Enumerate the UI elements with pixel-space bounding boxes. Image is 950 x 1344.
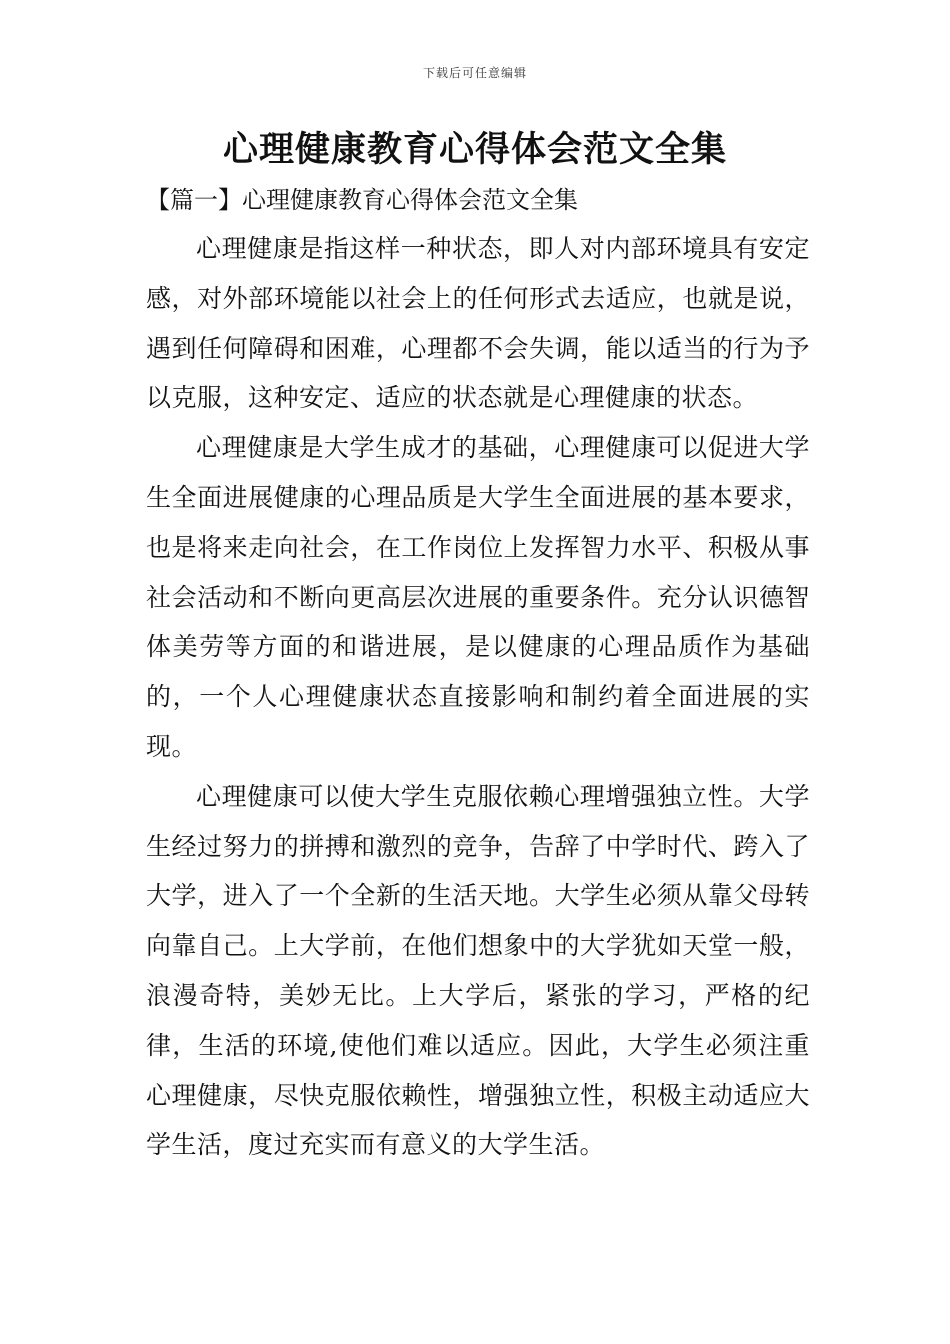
paragraph-2: 心理健康是大学生成才的基础，心理健康可以促进大学生全面进展健康的心理品质是大学生全面进展的基本要求，也是将来走向社会，在工作岗位上发挥智力水平、积极从事社会活动和不断向更高层次进展的重要条件。充分认识德智体美劳等方面的和谐进展，是以健康的心理品质作为基础的，一个人心理健康状态直接影响和制约着全面进展的实现。 [146,433,810,761]
header-note: 下载后可任意编辑 [422,66,527,80]
paragraph-3: 心理健康可以使大学生克服依赖心理增强独立性。大学生经过努力的拼搏和激烈的竞争，告辞了中学时代、跨入了大学，进入了一个全新的生活天地。大学生必须从靠父母转向靠自己。上大学前，在他们想象中的大学犹如天堂一般，浪漫奇特，美妙无比。上大学后，紧张的学习，严格的纪律，生活的环境,使他们难以适应。因此，大学生必须注重心理健康，尽快克服依赖性，增强独立性，积极主动适应大学生活，度过充实而有意义的大学生活。 [146,781,810,1160]
document-body [146,224,810,1170]
paragraph-1: 心理健康是指这样一种状态，即人对内部环境具有安定感，对外部环境能以社会上的任何形式去适应，也就是说，遇到任何障碍和困难，心理都不会失调，能以适当的行为予以克服，这种安定、适应的状态就是心理健康的状态。 [146,234,810,413]
section-heading: 【篇一】心理健康教育心得体会范文全集 [146,186,578,214]
document-title: 心理健康教育心得体会范文全集 [222,130,727,170]
